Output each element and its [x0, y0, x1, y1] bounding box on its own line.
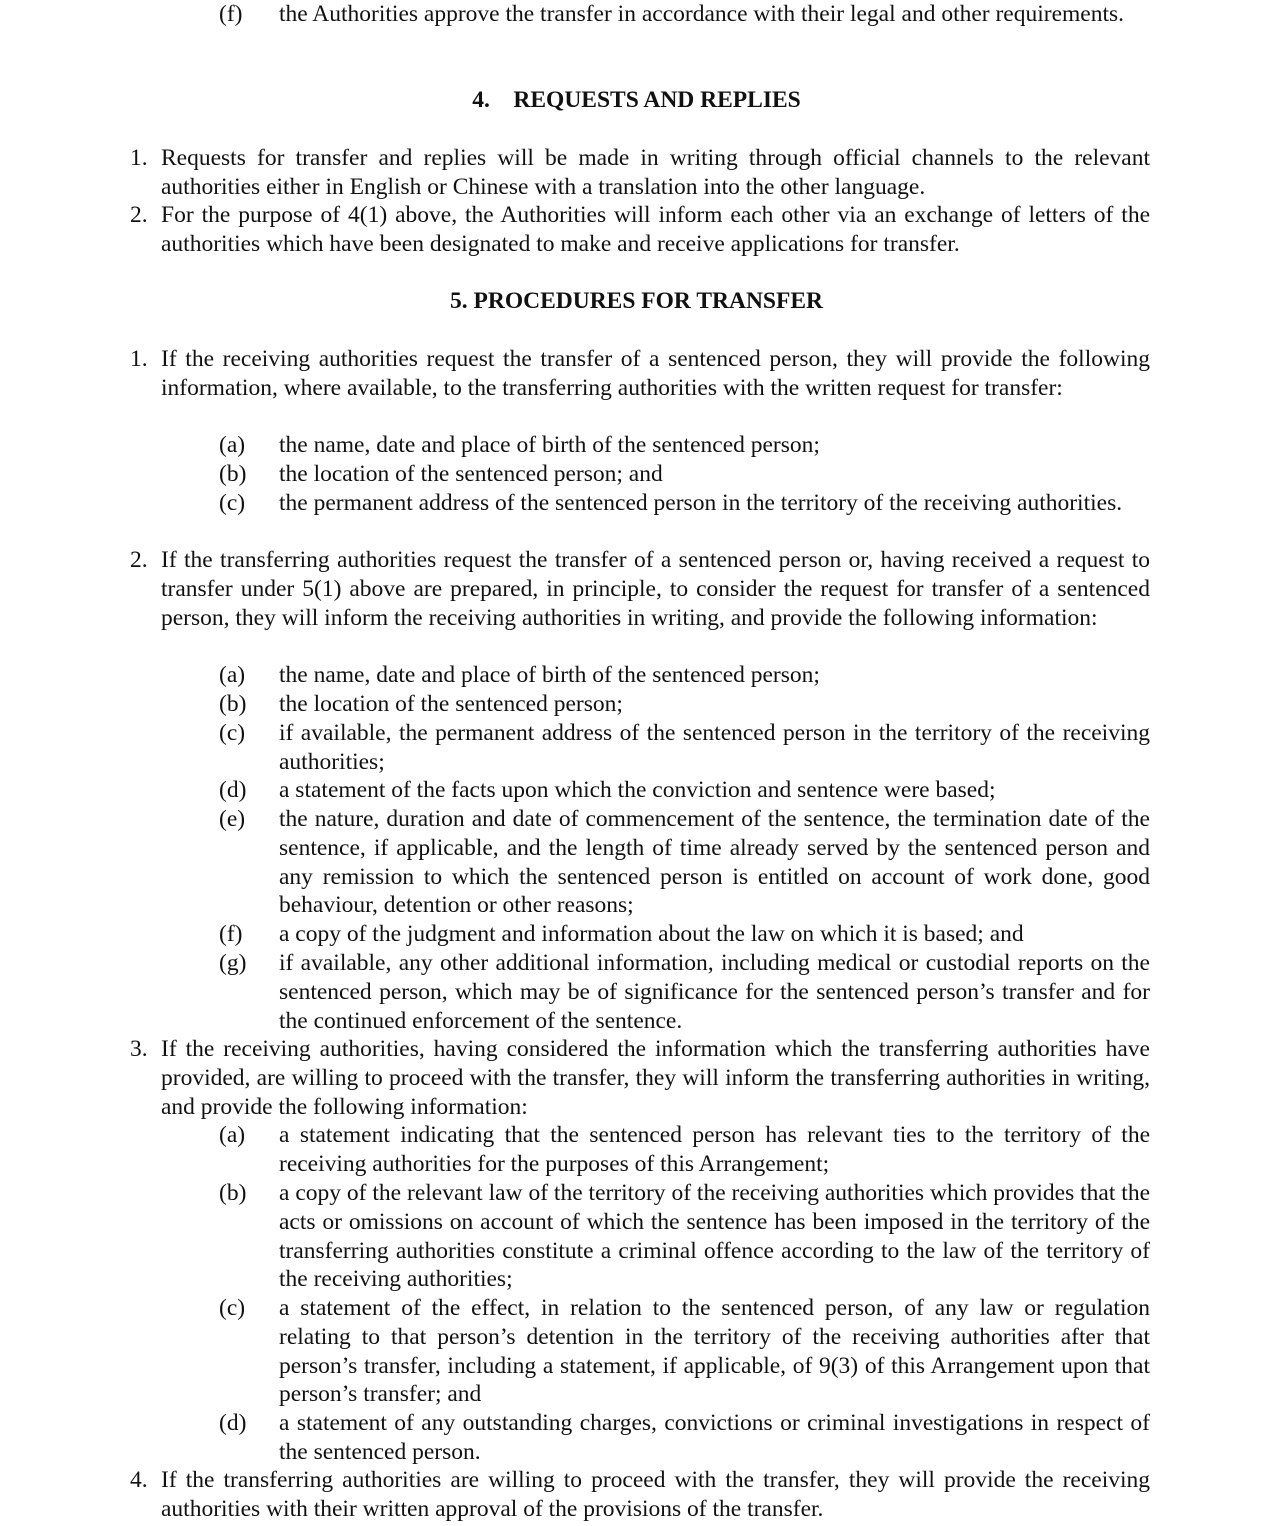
section-4-item-1	[130, 144, 1150, 202]
section-5-item-1	[130, 345, 1150, 403]
section-5-3-sub-d	[219, 1409, 1150, 1467]
sub-label: (a)	[219, 432, 246, 458]
sub-label: (g)	[219, 950, 247, 976]
item-text: If the receiving authorities request the transfer of a sentenced person, they will provide the following information, where available, to the transferring authorities with the written request for transfer:	[161, 346, 1150, 401]
sub-text: the nature, duration and date of commencement of the sentence, the termination date of the sentence, if applicable, and the length of time already served by the sentenced person and any remission to which the sentenced person is entitled on account of work done, good behaviour, detention or other reasons;	[279, 806, 1150, 919]
section-5-2-sub-d	[219, 776, 1150, 805]
item-text: If the transferring authorities request the transfer of a sentenced person or, having received a request to transfer under 5(1) above are prepared, in principle, to consider the request for transfer of a sentenced person, they will inform the receiving authorities in writing, and provide the following information:	[161, 547, 1150, 631]
section-5-1-sub-b	[219, 460, 1150, 489]
item-number: 2.	[130, 202, 148, 228]
section-5-1-sub-a	[219, 431, 1150, 460]
sub-label: (b)	[219, 461, 247, 487]
sub-label: (c)	[219, 1295, 246, 1321]
section-5-heading: 5. PROCEDURES FOR TRANSFER	[450, 288, 823, 314]
sub-label: (f)	[219, 921, 243, 947]
sub-text: the location of the sentenced person;	[279, 691, 623, 717]
section-5-2-sub-f	[219, 920, 1150, 949]
sub-label: (c)	[219, 720, 246, 746]
sub-label: (e)	[219, 806, 246, 832]
sub-label: (b)	[219, 691, 247, 717]
section-5-item-2	[130, 546, 1150, 632]
sub-label: (b)	[219, 1180, 247, 1206]
sub-text: the location of the sentenced person; and	[279, 461, 663, 487]
clause-label: (f)	[219, 1, 243, 27]
section-5-3-sub-a	[219, 1121, 1150, 1179]
sub-text: a statement indicating that the sentenced person has relevant ties to the territory of the receiving authorities for the purposes of this Arrangement;	[279, 1122, 1150, 1177]
sub-text: a copy of the judgment and information about the law on which it is based; and	[279, 921, 1024, 947]
item-text: If the receiving authorities, having considered the information which the transferring authorities have provided, are willing to proceed with the transfer, they will inform the transferring authorities in writing, and provide the following information:	[161, 1036, 1150, 1120]
sub-text: a statement of the effect, in relation to the sentenced person, of any law or regulation relating to that person’s detention in the territory of the receiving authorities after that person’s transfer, including a statement, if applicable, of 9(3) of this Arrangement upon that person’s transfer; and	[279, 1295, 1150, 1408]
sub-text: if available, the permanent address of the sentenced person in the territory of the receiving authorities;	[279, 720, 1150, 775]
item-number: 4.	[130, 1467, 148, 1493]
section-5-1-sub-c	[219, 489, 1150, 518]
sub-text: if available, any other additional information, including medical or custodial reports on the sentenced person, which may be of significance for the sentenced person’s transfer and for the continued enforcement of the sentence.	[279, 950, 1150, 1034]
sub-label: (d)	[219, 777, 247, 803]
item-number: 1.	[130, 145, 148, 171]
section-5-item-4	[130, 1466, 1150, 1524]
item-text: For the purpose of 4(1) above, the Authorities will inform each other via an exchange of letters of the authorities which have been designated to make and receive applications for transfer.	[161, 202, 1150, 257]
sub-label: (a)	[219, 1122, 246, 1148]
item-text: Requests for transfer and replies will be made in writing through official channels to the relevant authorities either in English or Chinese with a translation into the other language.	[161, 145, 1150, 200]
section-5-3-sub-b	[219, 1179, 1150, 1294]
sub-label: (c)	[219, 490, 246, 516]
section-5-3-sub-c	[219, 1294, 1150, 1409]
section-5-item-3	[130, 1035, 1150, 1121]
sub-text: the name, date and place of birth of the sentenced person;	[279, 432, 820, 458]
sub-text: a copy of the relevant law of the territory of the receiving authorities which provides that the acts or omissions on account of which the sentence has been imposed in the territory of the transferring authorities constitute a criminal offence according to the law of the territory of the receiving authorities;	[279, 1180, 1150, 1293]
sub-text: a statement of the facts upon which the conviction and sentence were based;	[279, 777, 996, 803]
sub-label: (d)	[219, 1410, 247, 1436]
item-number: 2.	[130, 547, 148, 573]
section-5-2-sub-g	[219, 949, 1150, 1035]
clause-text: the Authorities approve the transfer in accordance with their legal and other requirements.	[279, 1, 1125, 27]
item-number: 1.	[130, 346, 148, 372]
section-4-heading: 4. REQUESTS AND REPLIES	[472, 87, 801, 113]
section-5-2-sub-e	[219, 805, 1150, 920]
section-5-2-sub-a	[219, 661, 1150, 690]
sub-text: a statement of any outstanding charges, convictions or criminal investigations in respect of the sentenced person.	[279, 1410, 1150, 1465]
section-4-item-2	[130, 201, 1150, 259]
section-5-2-sub-c	[219, 719, 1150, 777]
sub-text: the permanent address of the sentenced person in the territory of the receiving authorities.	[279, 490, 1123, 516]
item-text: If the transferring authorities are willing to proceed with the transfer, they will provide the receiving authorities with their written approval of the provisions of the transfer.	[161, 1467, 1150, 1522]
section-5-2-sub-b	[219, 690, 1150, 719]
sub-label: (a)	[219, 662, 246, 688]
clause-f-continuation	[219, 0, 1150, 29]
sub-text: the name, date and place of birth of the sentenced person;	[279, 662, 820, 688]
item-number: 3.	[130, 1036, 148, 1062]
